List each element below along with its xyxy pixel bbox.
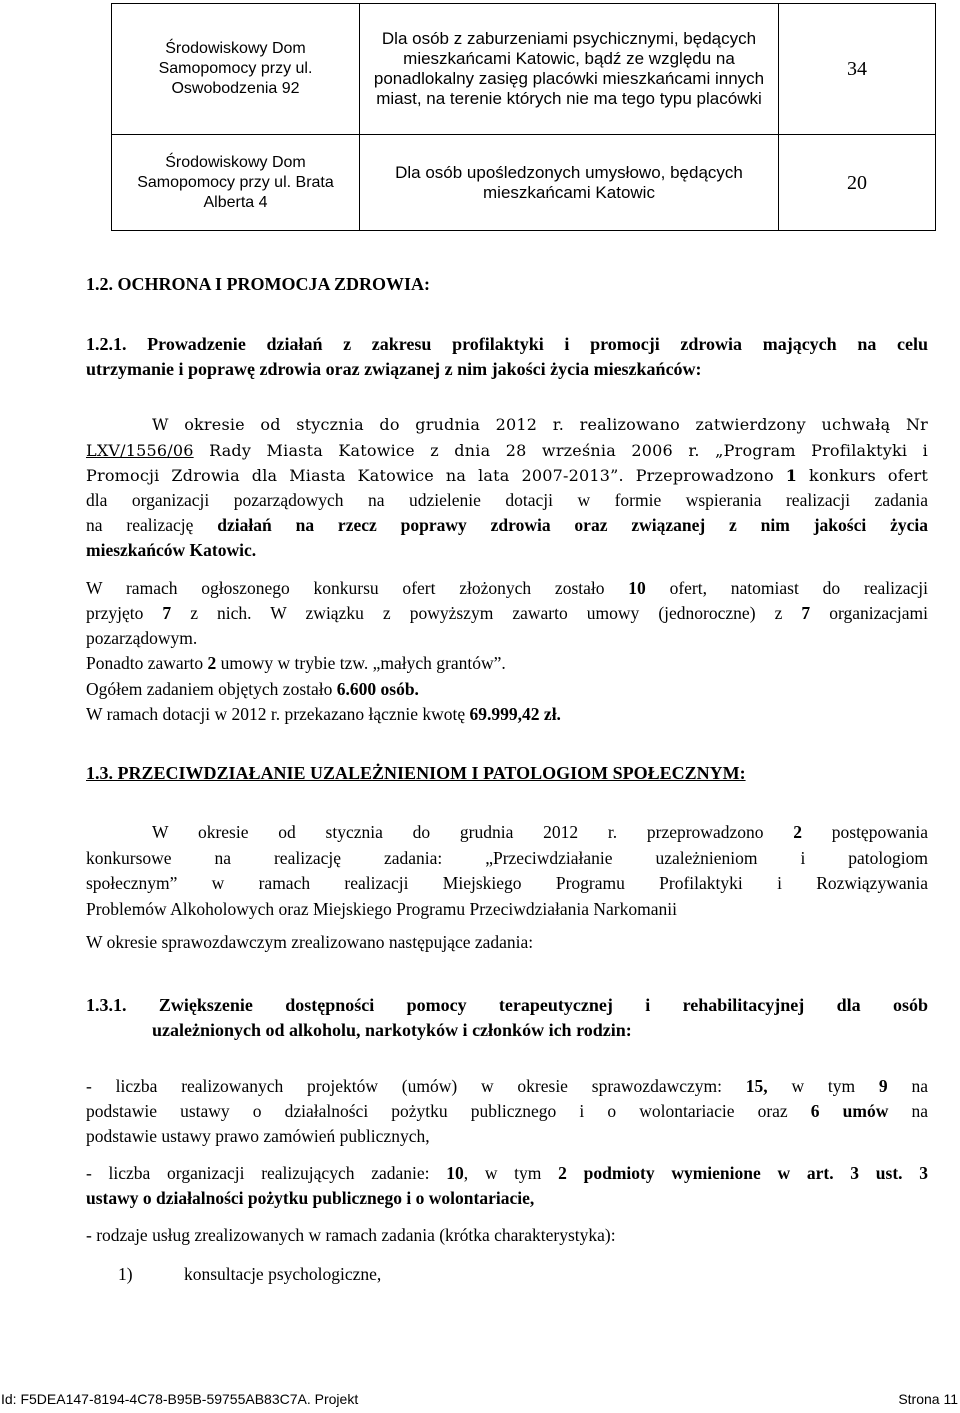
paragraph-line: mieszkańców Katowic. <box>86 540 257 560</box>
subsection-heading-1-2-1-cont: utrzymanie i poprawę zdrowia oraz związanej z nim jakości życia mieszkańców: <box>86 359 702 379</box>
paragraph-line: konkursowe na realizację zadania: „Przeciwdziałanie uzależnieniom i patologiom <box>86 848 928 868</box>
subsection-heading-1-3-1-cont: uzależnionych od alkoholu, narkotyków i członków ich rodzin: <box>152 1020 632 1040</box>
paragraph-line: Problemów Alkoholowych oraz Miejskiego Programu Przeciwdziałania Narkomanii <box>86 899 677 919</box>
table-row <box>112 4 936 135</box>
facilities-table <box>111 3 936 231</box>
subsection-heading-1-2-1: 1.2.1. Prowadzenie działań z zakresu profilaktyki i promocji zdrowia mających na celu <box>86 334 928 354</box>
bullet-line: - rodzaje usług zrealizowanych w ramach zadania (krótka charakterystyka): <box>86 1225 616 1245</box>
paragraph-line: W okresie sprawozdawczym zrealizowano następujące zadania: <box>86 932 534 952</box>
paragraph-line: W ramach dotacji w 2012 r. przekazano łącznie kwotę 69.999,42 zł. <box>86 704 561 724</box>
paragraph-line: Promocji Zdrowia dla Miasta Katowice na lata 2007-2013”. Przeprowadzono 1 konkurs ofert <box>86 466 928 485</box>
bullet-line: - liczba organizacji realizujących zadanie: 10, w tym 2 podmioty wymienione w art. 3 ust. 3 <box>86 1163 928 1183</box>
facility-places: 34 <box>779 4 936 135</box>
resolution-number: LXV/1556/06 <box>86 441 194 460</box>
list-text: konsultacje psychologiczne, <box>184 1264 382 1284</box>
bullet-line: - liczba realizowanych projektów (umów) w okresie sprawozdawczym: 15, w tym 9 na <box>86 1076 928 1096</box>
facility-name: Środowiskowy Dom Samopomocy przy ul. Oswobodzenia 92 <box>112 4 360 135</box>
document-id: Id: F5DEA147-8194-4C78-B95B-59755AB83C7A. Projekt <box>1 1391 359 1407</box>
paragraph-line: Ogółem zadaniem objętych zostało 6.600 osób. <box>86 679 419 699</box>
paragraph-line: pozarządowym. <box>86 628 198 648</box>
paragraph-line: LXV/1556/06 Rady Miasta Katowice z dnia 28 września 2006 r. „Program Profilaktyki i <box>86 441 928 460</box>
facility-places: 20 <box>779 135 936 231</box>
paragraph-line: W okresie od stycznia do grudnia 2012 r. realizowano zatwierdzony uchwałą Nr <box>152 415 928 434</box>
page-number: Strona 11 <box>898 1391 958 1407</box>
facility-name: Środowiskowy Dom Samopomocy przy ul. Brata Alberta 4 <box>112 135 360 231</box>
list-number: 1) <box>118 1264 133 1284</box>
paragraph-line: społecznym” w ramach realizacji Miejskiego Programu Profilaktyki i Rozwiązywania <box>86 873 928 893</box>
paragraph-line: W okresie od stycznia do grudnia 2012 r. przeprowadzono 2 postępowania <box>152 822 928 842</box>
bullet-line: podstawie ustawy o działalności pożytku publicznego i o wolontariacie oraz 6 umów na <box>86 1101 928 1121</box>
subsection-heading-1-3-1: 1.3.1. Zwiększenie dostępności pomocy terapeutycznej i rehabilitacyjnej dla osób <box>86 995 928 1015</box>
table-row <box>112 135 936 231</box>
facility-description: Dla osób z zaburzeniami psychicznymi, będących mieszkańcami Katowic, bądź ze względu na ponadlokalny zasięg placówki mieszkańcami innych miast, na terenie których nie ma tego typu placówki <box>360 4 779 135</box>
list-item <box>118 1262 381 1287</box>
paragraph-line: Ponadto zawarto 2 umowy w trybie tzw. „małych grantów”. <box>86 653 506 673</box>
paragraph-line: dla organizacji pozarządowych na udzielenie dotacji w formie wspierania realizacji zadania <box>86 490 928 510</box>
bullet-line: ustawy o działalności pożytku publicznego i o wolontariacie, <box>86 1188 535 1208</box>
paragraph-line: W ramach ogłoszonego konkursu ofert złożonych zostało 10 ofert, natomiast do realizacji <box>86 578 928 598</box>
paragraph-line: przyjęto 7 z nich. W związku z powyższym zawarto umowy (jednoroczne) z 7 organizacjami <box>86 603 929 623</box>
bullet-line: podstawie ustawy prawo zamówień publicznych, <box>86 1126 430 1146</box>
facility-description: Dla osób upośledzonych umysłowo, będących mieszkańcami Katowic <box>360 135 779 231</box>
paragraph-line: na realizację działań na rzecz poprawy zdrowia oraz związanej z nim jakości życia <box>86 515 928 535</box>
section-heading-1-3: 1.3. PRZECIWDZIAŁANIE UZALEŻNIENIOM I PATOLOGIOM SPOŁECZNYM: <box>86 763 746 783</box>
section-heading-1-2: 1.2. OCHRONA I PROMOCJA ZDROWIA: <box>86 274 431 294</box>
